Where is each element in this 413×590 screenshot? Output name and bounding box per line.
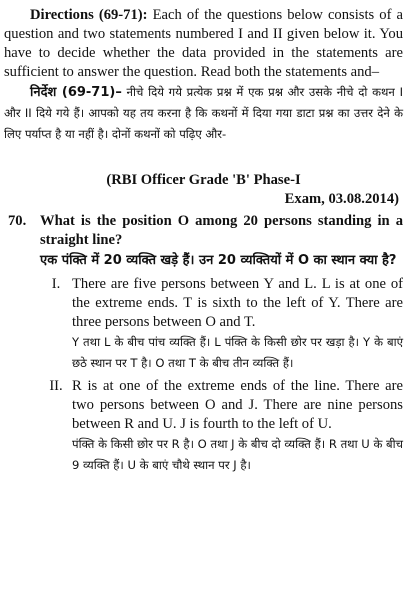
directions-hindi-text: नीचे दिये गये प्रत्येक प्रश्न में एक प्रश्न और उसके नीचे दो कथन I और II दिये गये हैं। आपको यह तय करना है कि कथनों में दिया गया डाटा प्रश्न का उत्तर देने के लिए पर्याप्त है या नहीं है। दोनों कथनों को पढ़िए और- <box>4 85 403 141</box>
directions-hindi-paragraph <box>4 82 403 144</box>
directions-label: Directions (69-71): <box>30 7 148 23</box>
statement-2-body <box>72 377 403 475</box>
statement-2 <box>40 377 403 475</box>
statement-1-number: I. <box>51 276 61 292</box>
statement-2-number: II. <box>49 378 63 394</box>
directions-hindi-label: निर्देश (69-71)– <box>30 85 122 100</box>
statement-1-hi: Y तथा L के बीच पांच व्यक्ति हैं। L पंक्ति के किसी छोर पर खड़ा है। Y के बाएं छठे स्थान पर T है। O तथा T के बीच तीन व्यक्ति हैं। <box>72 335 403 370</box>
statement-1-en: There are five persons between Y and L. L is at one of the extreme ends. T is sixth to the left of Y. There are three persons between O and T. <box>72 276 403 330</box>
question-body <box>40 212 403 475</box>
directions-text: Each of the questions below consists of a question and two statements numbered I and II given below it. You have to decide whether the data provided in the statements are sufficient to answer the question. Read both the statements and– <box>4 7 403 80</box>
statement-1 <box>40 275 403 373</box>
question-number: 70. <box>8 213 27 229</box>
source-line-1: (RBI Officer Grade 'B' Phase-I <box>106 172 301 188</box>
directions-paragraph <box>4 6 403 82</box>
question-text-en: What is the position O among 20 persons standing in a straight line? <box>40 213 403 248</box>
question-70 <box>4 212 403 475</box>
source-line-2: Exam, 03.08.2014) <box>284 191 399 207</box>
question-text-hi: एक पंक्ति में 20 व्यक्ति खड़े हैं। उन 20 व्यक्तियों में O का स्थान क्या है? <box>40 253 397 268</box>
statement-2-hi: पंक्ति के किसी छोर पर R है। O तथा J के बीच दो व्यक्ति हैं। R तथा U के बीच 9 व्यक्ति हैं। U के बाएं चौथे स्थान पर J है। <box>72 437 404 472</box>
statement-2-en: R is at one of the extreme ends of the line. There are two persons between O and J. There are nine persons between R and U. J is fourth to the left of U. <box>72 378 403 432</box>
statement-1-body <box>72 275 403 373</box>
